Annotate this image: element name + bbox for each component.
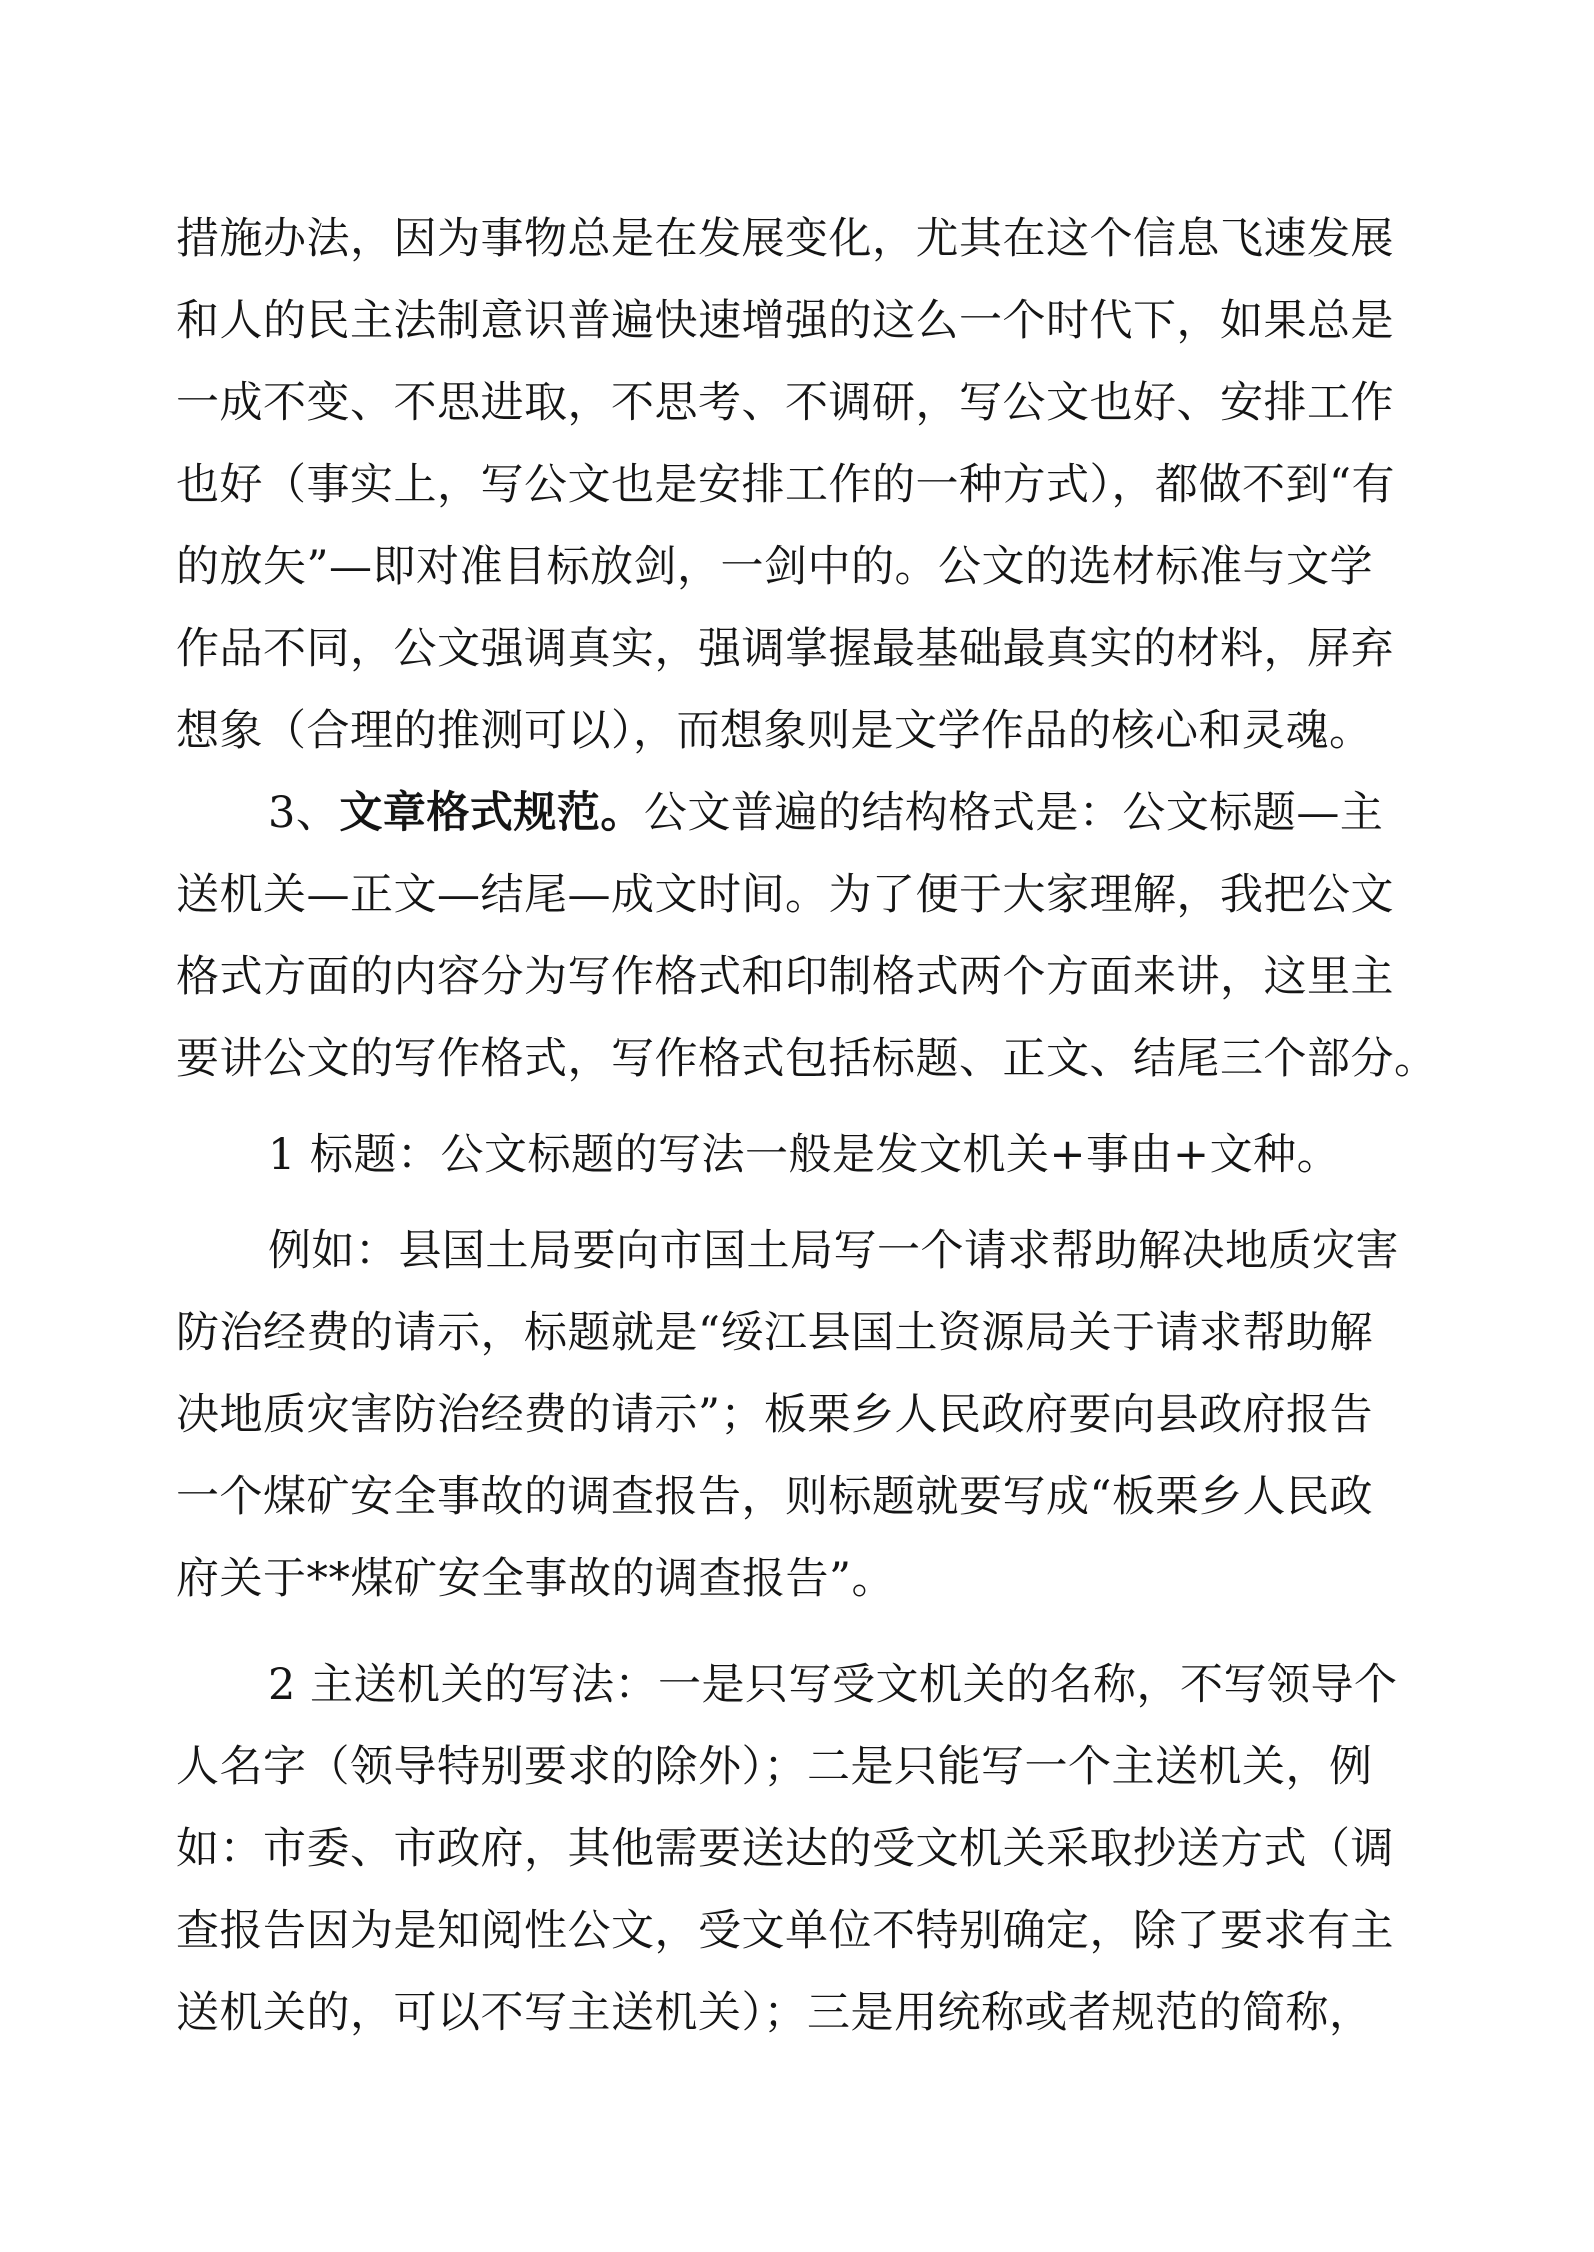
text-line: 2 主送机关的写法：一是只写受文机关的名称，不写领导个 (268, 1660, 1398, 1710)
text-line: 如：市委、市政府，其他需要送达的受文机关采取抄送方式（调 (176, 1824, 1394, 1874)
paragraph-spacing (176, 1100, 1364, 1114)
title-rule-paragraph (176, 1114, 1364, 1196)
section-text: 公文普遍的结构格式是：公文标题—主 (643, 788, 1384, 838)
text-line: 防治经费的请示，标题就是“绥江县国土资源局关于请求帮助解 (176, 1308, 1373, 1358)
text-line: 作品不同，公文强调真实，强调掌握最基础最真实的材料，屏弃 (176, 624, 1394, 674)
recipient-paragraph (176, 1644, 1398, 2054)
text-line: 例如：县国土局要向市国土局写一个请求帮助解决地质灾害 (268, 1226, 1399, 1276)
text-line: 决地质灾害防治经费的请示”；板栗乡人民政府要向县政府报告 (176, 1390, 1373, 1440)
text-line: 格式方面的内容分为写作格式和印制格式两个方面来讲，这里主 (176, 952, 1394, 1002)
text-line: 一个煤矿安全事故的调查报告，则标题就要写成“板栗乡人民政 (176, 1472, 1373, 1522)
text-line: 人名字（领导特别要求的除外）；二是只能写一个主送机关，例 (176, 1742, 1373, 1792)
text-line: 措施办法，因为事物总是在发展变化，尤其在这个信息飞速发展 (176, 214, 1394, 264)
section-number: 3、 (268, 788, 340, 838)
text-line: 要讲公文的写作格式，写作格式包括标题、正文、结尾三个部分。 (176, 1034, 1438, 1084)
text-line: 想象（合理的推测可以），而想象则是文学作品的核心和灵魂。 (176, 706, 1373, 756)
paragraph-continued (176, 198, 1395, 772)
text-line: 府关于**煤矿安全事故的调查报告”。 (176, 1554, 895, 1604)
section-heading: 文章格式规范。 (339, 788, 644, 838)
section-3-paragraph (176, 772, 1438, 1100)
paragraph-spacing (176, 1620, 1364, 1644)
text-line: 送机关的，可以不写主送机关）；三是用统称或者规范的简称， (176, 1988, 1373, 2038)
text-line: 查报告因为是知阅性公文，受文单位不特别确定，除了要求有主 (176, 1906, 1394, 1956)
paragraph-spacing (176, 1196, 1364, 1210)
text-line: 送机关—正文—结尾—成文时间。为了便于大家理解，我把公文 (176, 870, 1394, 920)
example-paragraph (176, 1210, 1399, 1620)
text-line: 1 标题：公文标题的写法一般是发文机关+事由+文种。 (268, 1130, 1341, 1180)
text-line: 一成不变、不思进取，不思考、不调研，写公文也好、安排工作 (176, 378, 1394, 428)
section-3-first-line (176, 772, 1384, 854)
text-line: 和人的民主法制意识普遍快速增强的这么一个时代下，如果总是 (176, 296, 1394, 346)
text-line: 也好（事实上，写公文也是安排工作的一种方式），都做不到“有 (176, 460, 1395, 510)
text-line: 的放矢”—即对准目标放剑，一剑中的。公文的选材标准与文学 (176, 542, 1373, 592)
document-body (176, 198, 1438, 2054)
